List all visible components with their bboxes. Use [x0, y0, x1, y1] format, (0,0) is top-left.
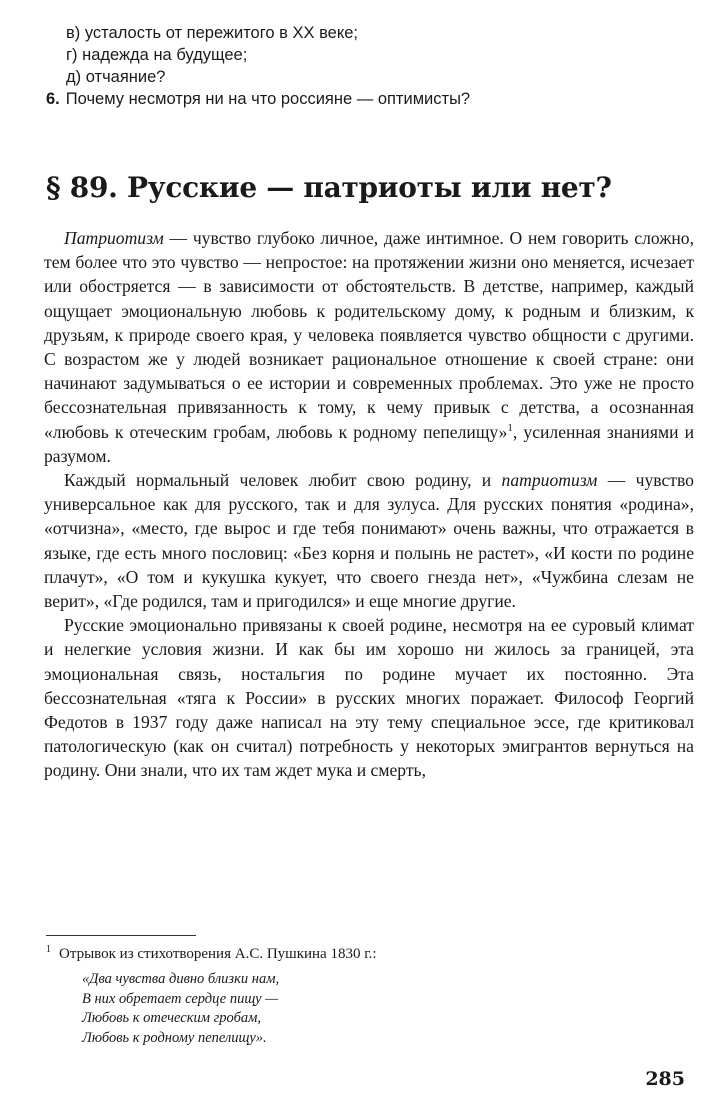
paragraph-1-text: — чувство глубоко личное, даже интимное. О нем говорить сложно, тем более что это чувство — непростое: на протяжении жизни оно меняется, исчезает или обостряется — в зависимости от обстоятельств. В детстве, например, каждый ощущает эмоциональную любовь к родительскому дому, к родным и близким, к друзьям, к природе своего края, у человека появляется чувство общности с другими. С возрастом же у людей возникает рациональное отношение к своей стране: они начинают задумываться о ее истории и современных проблемах. Это уже не просто бессознательная привязанность к тому, к чему привык с детства, а осознанная «любовь к отеческим гробам, любовь к родному пепелищу»	[44, 228, 694, 442]
paragraph-3: Русские эмоционально привязаны к своей родине, несмотря на ее суровый климат и нелегкие условия жизни. И как бы им хорошо ни жилось за границей, эта эмоциональная связь, ностальгия по родине мучает их постоянно. Эта бессознательная «тяга к России» в русских многих поражает. Философ Георгий Федотов в 1937 году даже написал на эту тему специальное эссе, где критиковал патологическую (как он считал) потребность у некоторых эмигрантов вернуться на родину. Они знали, что их там ждет мука и смерть,	[44, 615, 694, 781]
option-marker: г)	[66, 46, 78, 64]
answer-option-v	[0, 22, 703, 44]
page-number: 285	[645, 1068, 685, 1090]
footnote-marker: 1	[46, 944, 51, 955]
paragraph-2-text-b: — чувство универсальное как для русского, так и для зулуса. Для русских понятия «родина», «отчизна», «место, где вырос и где тебя понимают» очень важны, что отражается в языке, где есть много пословиц: «Без корня и полынь не растет», «И кости по родине плачут», «О том и кукушка кукует, что своего гнезда нет», «Чужбина слезам не верит», «Где родился, там и пригодился» и еще многие другие.	[44, 470, 694, 612]
term-patriotism: Патриотизм	[64, 228, 164, 248]
footnote-line	[46, 940, 686, 964]
option-text: усталость от пережитого в XX веке;	[84, 24, 359, 42]
body-text	[44, 226, 694, 783]
poem-line: Любовь к родному пепелищу».	[82, 1029, 267, 1046]
poem-line: Любовь к отеческим гробам,	[82, 1010, 261, 1026]
answer-option-d	[0, 66, 703, 88]
footnote	[46, 940, 686, 1048]
term-patriotism-2: патриотизм	[501, 470, 598, 491]
footnote-text: Отрывок из стихотворения А.С. Пушкина 1830 г.:	[59, 946, 377, 962]
question-6	[0, 88, 703, 110]
poem-line: В них обретает сердце пищу —	[82, 990, 279, 1007]
option-marker: в)	[66, 24, 81, 42]
poem-line: «Два чувства дивно близки нам,	[82, 971, 280, 987]
paragraph-2-text-a: Каждый нормальный человек любит свою родину, и	[64, 470, 502, 491]
option-marker: д)	[66, 68, 82, 86]
footnote-divider	[46, 935, 196, 936]
footnote-ref[interactable]: 1	[507, 421, 513, 434]
option-text: надежда на будущее;	[82, 46, 248, 64]
option-text: отчаяние?	[85, 68, 166, 86]
paragraph-2	[44, 468, 694, 613]
paragraph-1	[44, 226, 694, 468]
question-text: Почему несмотря ни на что россияне — оптимисты?	[65, 90, 471, 108]
question-number: 6.	[46, 90, 60, 108]
paragraph-1-tail: , усиленная знаниями и разумом.	[44, 421, 695, 466]
question-list	[0, 22, 703, 110]
answer-option-g	[0, 44, 703, 66]
section-heading: § 89. Русские — патриоты или нет?	[46, 171, 612, 204]
footnote-poem	[46, 970, 686, 1048]
